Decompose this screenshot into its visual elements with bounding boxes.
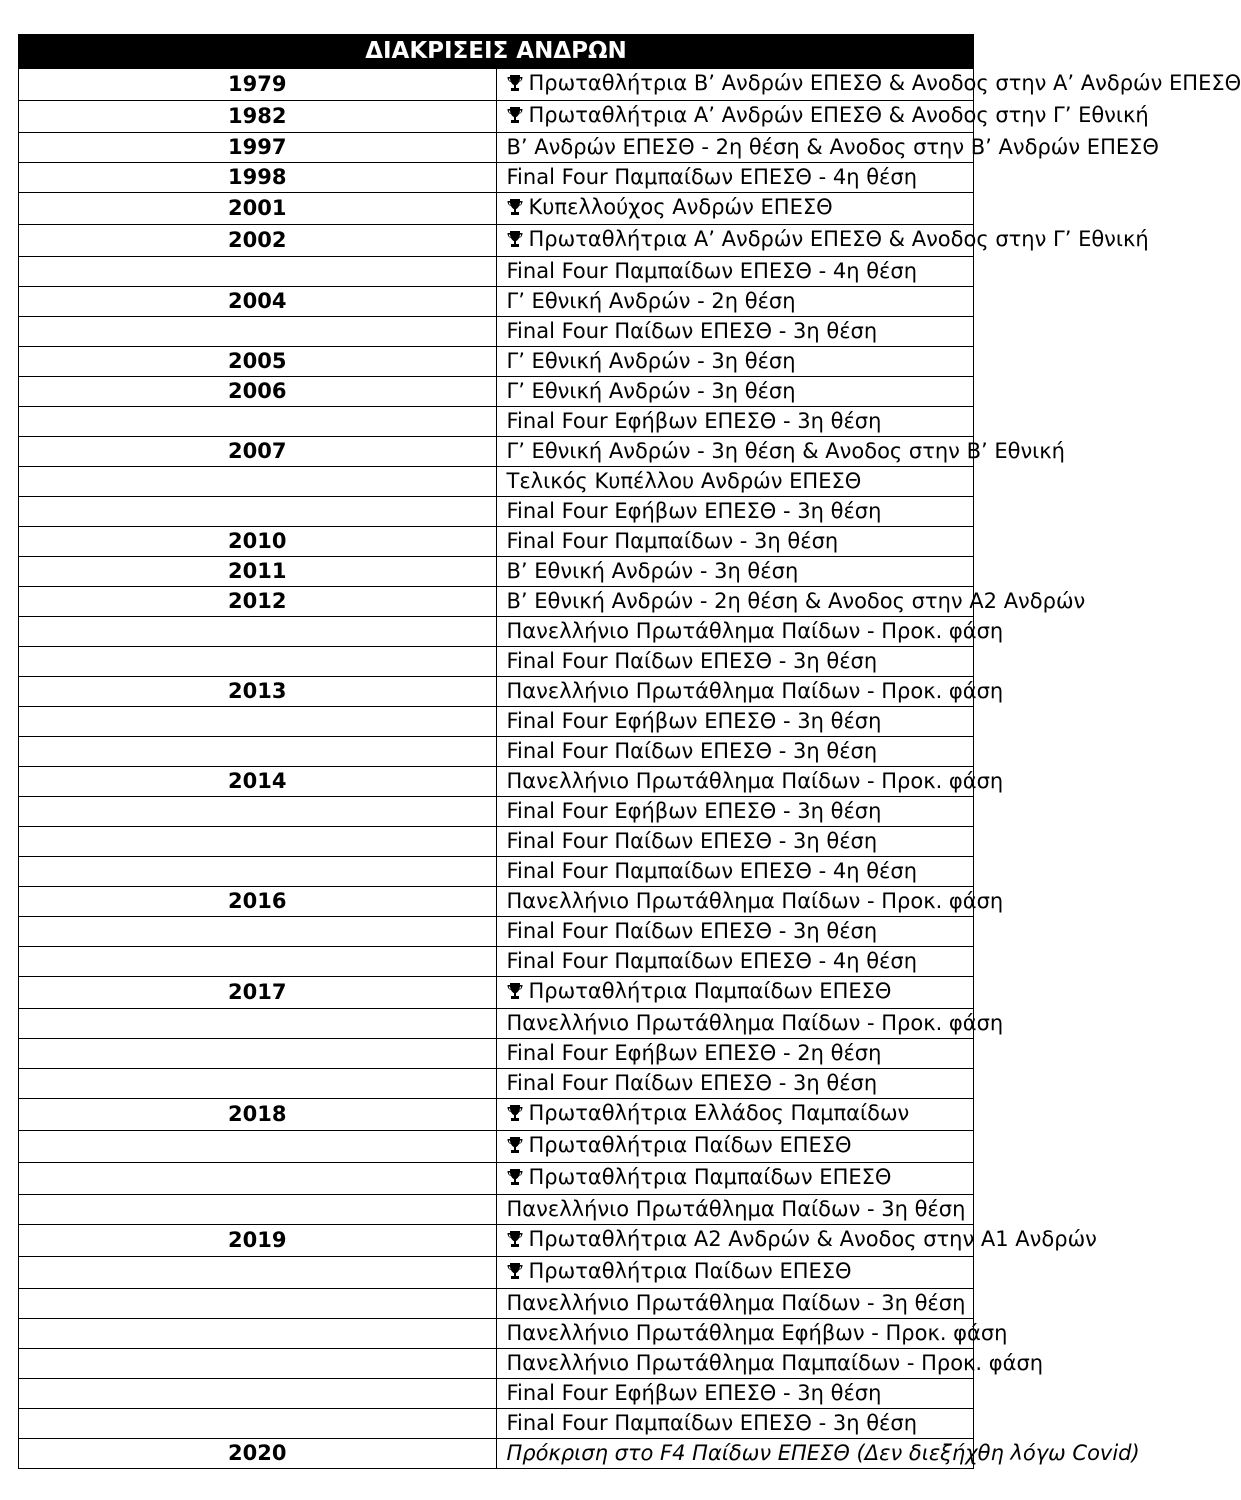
honor-text: Β’ Εθνική Ανδρών - 3η θέση	[506, 559, 799, 583]
trophy-icon	[507, 103, 529, 132]
honor-text: Πανελλήνιο Πρωτάθλημα Παίδων - 3η θέση	[506, 1291, 966, 1315]
honor-text: Final Four Παμπαίδων ΕΠΕΣΘ - 3η θέση	[506, 1411, 918, 1435]
table-row	[19, 257, 974, 287]
year-cell	[19, 827, 497, 857]
honor-text: Γ’ Εθνική Ανδρών - 3η θέση	[506, 379, 796, 403]
honor-text: Πρωταθλήτρια Ελλάδος Παμπαίδων	[528, 1101, 910, 1125]
description-cell	[496, 737, 974, 767]
description-cell	[496, 1349, 1044, 1379]
table-row	[19, 1257, 974, 1289]
honor-text: Πανελλήνιο Πρωτάθλημα Παίδων - Προκ. φάση	[506, 1011, 1004, 1035]
year-cell	[19, 1379, 497, 1409]
year-cell	[19, 1195, 497, 1225]
table-row	[19, 617, 974, 647]
table-row	[19, 1039, 974, 1069]
year-cell	[19, 497, 497, 527]
year-cell: 2007	[19, 437, 497, 467]
honor-text: Πρωταθλήτρια Α2 Ανδρών & Ανοδος στην Α1 Ανδρών	[528, 1227, 1097, 1251]
trophy-icon	[507, 1101, 529, 1130]
year-cell: 2014	[19, 767, 497, 797]
year-cell	[19, 1349, 497, 1379]
description-cell	[496, 647, 974, 677]
description-cell	[496, 767, 1004, 797]
year-cell	[19, 707, 497, 737]
honor-text: Final Four Παμπαίδων ΕΠΕΣΘ - 4η θέση	[506, 949, 918, 973]
description-cell	[496, 887, 1004, 917]
table-row	[19, 347, 974, 377]
table-row	[19, 69, 974, 101]
year-cell: 2012	[19, 587, 497, 617]
honor-text: Πανελλήνιο Πρωτάθλημα Παίδων - Προκ. φάση	[506, 679, 1004, 703]
table-row	[19, 317, 974, 347]
description-cell	[496, 617, 1004, 647]
year-cell: 2001	[19, 193, 497, 225]
honor-text: Final Four Παίδων ΕΠΕΣΘ - 3η θέση	[506, 1071, 878, 1095]
honor-text: Κυπελλούχος Ανδρών ΕΠΕΣΘ	[528, 195, 833, 219]
table-row	[19, 225, 974, 257]
trophy-icon	[507, 1133, 529, 1162]
table-row	[19, 737, 974, 767]
honor-text: Final Four Εφήβων ΕΠΕΣΘ - 2η θέση	[506, 1041, 882, 1065]
table-row	[19, 407, 974, 437]
honor-text: Final Four Παίδων ΕΠΕΣΘ - 3η θέση	[506, 739, 878, 763]
honor-text: Γ’ Εθνική Ανδρών - 2η θέση	[506, 289, 796, 313]
description-cell	[496, 69, 1241, 101]
honor-text: Γ’ Εθνική Ανδρών - 3η θέση & Ανοδος στην Β’ Εθνική	[506, 439, 1065, 463]
year-cell	[19, 917, 497, 947]
table-row	[19, 437, 974, 467]
honor-text: Final Four Εφήβων ΕΠΕΣΘ - 3η θέση	[506, 409, 882, 433]
description-cell	[496, 1225, 1097, 1257]
honor-text: Πρωταθλήτρια Παίδων ΕΠΕΣΘ	[528, 1133, 852, 1157]
year-cell	[19, 647, 497, 677]
year-cell	[19, 1289, 497, 1319]
year-cell: 2017	[19, 977, 497, 1009]
year-cell: 2018	[19, 1099, 497, 1131]
description-cell	[496, 1257, 974, 1289]
year-cell: 2005	[19, 347, 497, 377]
description-cell	[496, 707, 974, 737]
year-cell: 2020	[19, 1439, 497, 1469]
honor-text: Final Four Παμπαίδων ΕΠΕΣΘ - 4η θέση	[506, 165, 918, 189]
table-row	[19, 707, 974, 737]
year-cell	[19, 1257, 497, 1289]
honor-text: Final Four Παίδων ΕΠΕΣΘ - 3η θέση	[506, 649, 878, 673]
honor-text: Πρωταθλήτρια Παίδων ΕΠΕΣΘ	[528, 1259, 852, 1283]
description-cell	[496, 287, 974, 317]
honor-text: Final Four Εφήβων ΕΠΕΣΘ - 3η θέση	[506, 1381, 882, 1405]
table-row	[19, 1319, 974, 1349]
table-row	[19, 647, 974, 677]
honor-text: Πανελλήνιο Πρωτάθλημα Παμπαίδων - Προκ. φάση	[506, 1351, 1044, 1375]
year-cell: 2002	[19, 225, 497, 257]
table-row	[19, 467, 974, 497]
table-row	[19, 1131, 974, 1163]
year-cell	[19, 857, 497, 887]
description-cell	[496, 257, 974, 287]
description-cell	[496, 467, 974, 497]
description-cell	[496, 317, 974, 347]
description-cell	[496, 1409, 974, 1439]
table-row	[19, 163, 974, 193]
table-row	[19, 1439, 974, 1469]
year-cell: 1997	[19, 133, 497, 163]
honor-text: Πανελλήνιο Πρωτάθλημα Εφήβων - Προκ. φάση	[506, 1321, 1008, 1345]
description-cell	[496, 133, 1159, 163]
trophy-icon	[507, 1227, 529, 1256]
description-cell	[496, 947, 974, 977]
year-cell: 2006	[19, 377, 497, 407]
description-cell	[496, 407, 974, 437]
year-cell: 1982	[19, 101, 497, 133]
year-cell	[19, 1069, 497, 1099]
description-cell	[496, 225, 1149, 257]
description-cell	[496, 377, 974, 407]
honor-text: Πρωταθλήτρια Παμπαίδων ΕΠΕΣΘ	[528, 1165, 892, 1189]
table-row	[19, 557, 974, 587]
description-cell	[496, 1039, 974, 1069]
honor-text: Γ’ Εθνική Ανδρών - 3η θέση	[506, 349, 796, 373]
honor-text: Πρωταθλήτρια Α’ Ανδρών ΕΠΕΣΘ & Ανοδος στην Γ’ Εθνική	[528, 227, 1149, 251]
honor-text: Final Four Παίδων ΕΠΕΣΘ - 3η θέση	[506, 919, 878, 943]
year-cell: 2019	[19, 1225, 497, 1257]
honor-text: Πανελλήνιο Πρωτάθλημα Παίδων - Προκ. φάση	[506, 619, 1004, 643]
honor-text: Β’ Ανδρών ΕΠΕΣΘ - 2η θέση & Ανοδος στην Β’ Ανδρών ΕΠΕΣΘ	[506, 135, 1159, 159]
table-row	[19, 1225, 974, 1257]
honor-text: Β’ Εθνική Ανδρών - 2η θέση & Ανοδος στην Α2 Ανδρών	[506, 589, 1086, 613]
table-row	[19, 1009, 974, 1039]
table-row	[19, 587, 974, 617]
table-row	[19, 287, 974, 317]
table-row	[19, 1409, 974, 1439]
year-cell	[19, 257, 497, 287]
table-row	[19, 1379, 974, 1409]
table-title: ΔΙΑΚΡΙΣΕΙΣ ΑΝΔΡΩΝ	[19, 35, 974, 69]
table-row	[19, 527, 974, 557]
honor-text: Final Four Παμπαίδων ΕΠΕΣΘ - 4η θέση	[506, 859, 918, 883]
year-cell: 2010	[19, 527, 497, 557]
description-cell	[496, 1099, 974, 1131]
honor-text: Final Four Παμπαίδων ΕΠΕΣΘ - 4η θέση	[506, 259, 918, 283]
honor-text: Πανελλήνιο Πρωτάθλημα Παίδων - Προκ. φάση	[506, 889, 1004, 913]
honor-text: Final Four Παίδων ΕΠΕΣΘ - 3η θέση	[506, 319, 878, 343]
honor-text: Τελικός Κυπέλλου Ανδρών ΕΠΕΣΘ	[506, 469, 862, 493]
year-cell	[19, 1009, 497, 1039]
year-cell	[19, 797, 497, 827]
year-cell	[19, 467, 497, 497]
description-cell	[496, 1163, 974, 1195]
table-row	[19, 797, 974, 827]
description-cell	[496, 557, 974, 587]
description-cell	[496, 163, 974, 193]
description-cell	[496, 1069, 974, 1099]
table-row	[19, 1163, 974, 1195]
title-row	[19, 35, 974, 69]
year-cell	[19, 1319, 497, 1349]
table-row	[19, 947, 974, 977]
description-cell	[496, 1439, 1140, 1469]
honor-text: Final Four Εφήβων ΕΠΕΣΘ - 3η θέση	[506, 499, 882, 523]
table-row	[19, 857, 974, 887]
table-row	[19, 827, 974, 857]
trophy-icon	[507, 1165, 529, 1194]
table-row	[19, 677, 974, 707]
table-row	[19, 1289, 974, 1319]
year-cell	[19, 617, 497, 647]
year-cell	[19, 1039, 497, 1069]
honor-text: Πρωταθλήτρια Β’ Ανδρών ΕΠΕΣΘ & Ανοδος στην Α’ Ανδρών ΕΠΕΣΘ	[528, 71, 1241, 95]
year-cell	[19, 317, 497, 347]
trophy-icon	[507, 1259, 529, 1288]
honors-table-body	[19, 35, 1241, 1469]
description-cell	[496, 527, 974, 557]
description-cell	[496, 857, 974, 887]
year-cell	[19, 1131, 497, 1163]
table-row	[19, 917, 974, 947]
year-cell	[19, 737, 497, 767]
year-cell: 2011	[19, 557, 497, 587]
year-cell: 1998	[19, 163, 497, 193]
honor-text: Πρόκριση στο F4 Παίδων ΕΠΕΣΘ (Δεν διεξήχθη λόγω Covid)	[506, 1441, 1140, 1465]
table-row	[19, 497, 974, 527]
table-row	[19, 977, 974, 1009]
description-cell	[496, 917, 974, 947]
description-cell	[496, 1195, 974, 1225]
honor-text: Πρωταθλήτρια Παμπαίδων ΕΠΕΣΘ	[528, 979, 892, 1003]
table-row	[19, 193, 974, 225]
year-cell: 1979	[19, 69, 497, 101]
year-cell: 2013	[19, 677, 497, 707]
table-row	[19, 133, 974, 163]
trophy-icon	[507, 979, 529, 1008]
year-cell	[19, 1163, 497, 1195]
honor-text: Final Four Παίδων ΕΠΕΣΘ - 3η θέση	[506, 829, 878, 853]
table-row	[19, 1099, 974, 1131]
year-cell	[19, 407, 497, 437]
trophy-icon	[507, 227, 529, 256]
description-cell	[496, 1009, 1004, 1039]
description-cell	[496, 977, 974, 1009]
year-cell	[19, 1409, 497, 1439]
description-cell	[496, 827, 974, 857]
year-cell: 2004	[19, 287, 497, 317]
description-cell	[496, 587, 1086, 617]
honor-text: Πρωταθλήτρια Α’ Ανδρών ΕΠΕΣΘ & Ανοδος στην Γ’ Εθνική	[528, 103, 1149, 127]
description-cell	[496, 497, 974, 527]
trophy-icon	[507, 71, 529, 100]
description-cell	[496, 1131, 974, 1163]
year-cell	[19, 947, 497, 977]
description-cell	[496, 101, 1149, 133]
description-cell	[496, 437, 1065, 467]
table-row	[19, 377, 974, 407]
description-cell	[496, 677, 1004, 707]
honors-table	[18, 34, 1241, 1469]
table-row	[19, 1195, 974, 1225]
honor-text: Final Four Εφήβων ΕΠΕΣΘ - 3η θέση	[506, 709, 882, 733]
trophy-icon	[507, 195, 529, 224]
table-row	[19, 101, 974, 133]
description-cell	[496, 1319, 1008, 1349]
honor-text: Πανελλήνιο Πρωτάθλημα Παίδων - 3η θέση	[506, 1197, 966, 1221]
table-row	[19, 1069, 974, 1099]
description-cell	[496, 193, 974, 225]
table-row	[19, 887, 974, 917]
table-row	[19, 767, 974, 797]
description-cell	[496, 1379, 974, 1409]
table-row	[19, 1349, 974, 1379]
honor-text: Πανελλήνιο Πρωτάθλημα Παίδων - Προκ. φάση	[506, 769, 1004, 793]
honor-text: Final Four Εφήβων ΕΠΕΣΘ - 3η θέση	[506, 799, 882, 823]
honor-text: Final Four Παμπαίδων - 3η θέση	[506, 529, 839, 553]
description-cell	[496, 1289, 974, 1319]
year-cell: 2016	[19, 887, 497, 917]
description-cell	[496, 347, 974, 377]
description-cell	[496, 797, 974, 827]
